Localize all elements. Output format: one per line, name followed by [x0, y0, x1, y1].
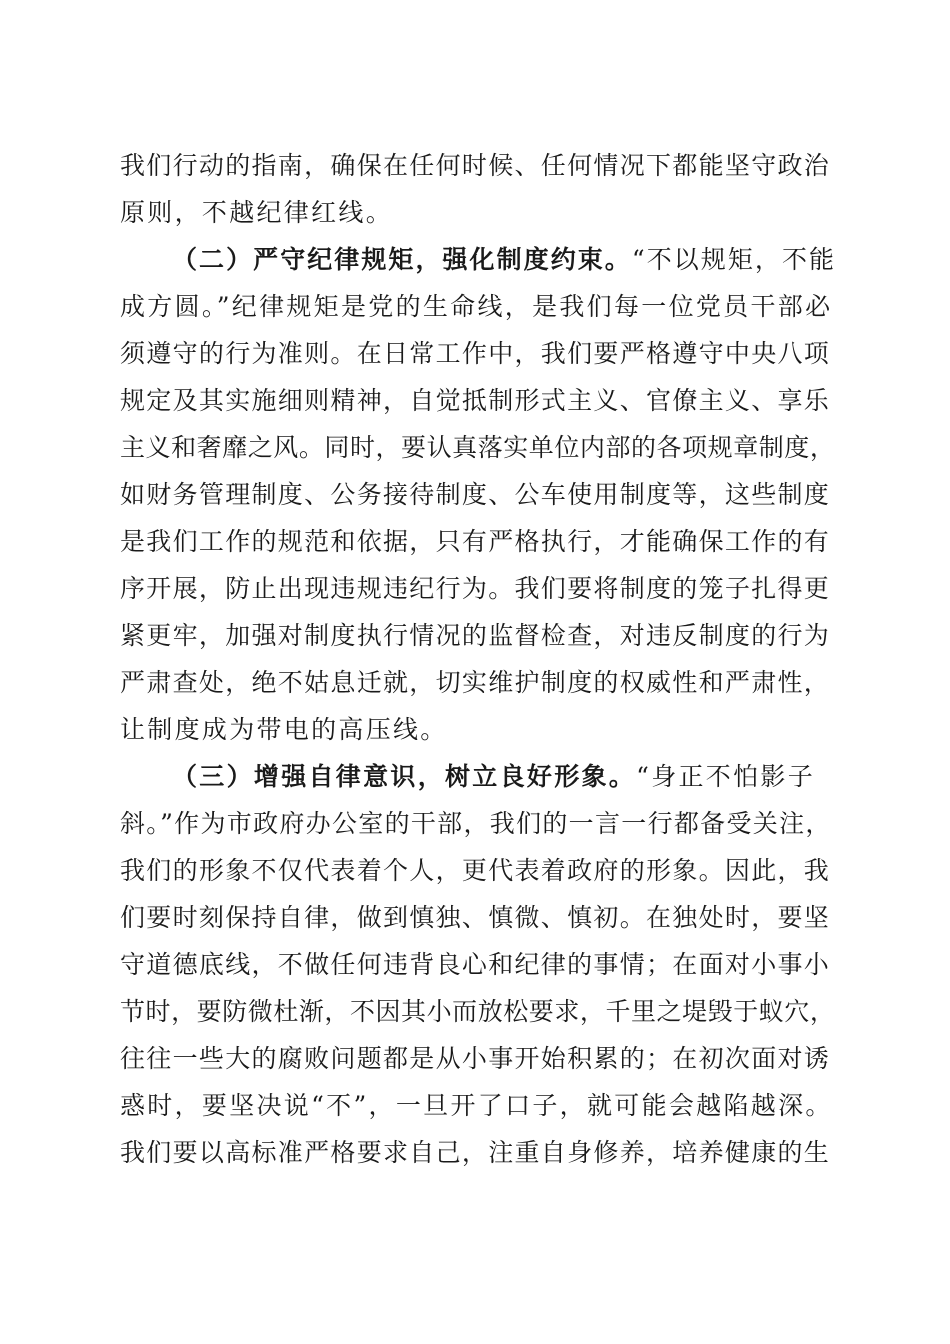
text-line: 原则，不越纪律红线。: [120, 198, 394, 227]
section-heading-line: [120, 753, 836, 800]
section-heading: （二）严守纪律规矩，强化制度约束。: [172, 245, 632, 274]
text-line: 严肃查处，绝不姑息迁就，切实维护制度的权威性和严肃性，: [120, 668, 831, 697]
text-line: 惑时，要坚决说“不”，一旦开了口子，就可能会越陷越深。: [120, 1091, 833, 1120]
text-line: 往往一些大的腐败问题都是从小事开始积累的；在初次面对诱: [120, 1044, 831, 1073]
text-run: “身正不怕影子: [636, 762, 815, 791]
section-heading: （三）增强自律意识，树立良好形象。: [172, 762, 637, 791]
text-line: 紧更牢，加强对制度执行情况的监督检查，对违反制度的行为: [120, 621, 831, 650]
text-line: 成方圆。”纪律规矩是党的生命线，是我们每一位党员干部必: [120, 292, 833, 321]
text-line: 如财务管理制度、公务接待制度、公车使用制度等，这些制度: [120, 480, 831, 509]
section-heading-line: [120, 236, 836, 283]
text-line: 们要时刻保持自律，做到慎独、慎微、慎初。在独处时，要坚: [120, 903, 831, 932]
text-line: 守道德底线，不做任何违背良心和纪律的事情；在面对小事小: [120, 950, 831, 979]
text-line: 是我们工作的规范和依据，只有严格执行，才能确保工作的有: [120, 527, 831, 556]
text-line: 须遵守的行为准则。在日常工作中，我们要严格遵守中央八项: [120, 339, 831, 368]
text-line: 让制度成为带电的高压线。: [120, 715, 448, 744]
text-line: 我们行动的指南，确保在任何时候、任何情况下都能坚守政治: [120, 151, 831, 180]
text-line: 规定及其实施细则精神，自觉抵制形式主义、官僚主义、享乐: [120, 386, 831, 415]
text-run: “不以规矩，不能: [631, 245, 837, 274]
text-line: 我们要以高标准严格要求自己，注重自身修养，培养健康的生: [120, 1138, 831, 1167]
text-line: 节时，要防微杜渐，不因其小而放松要求，千里之堤毁于蚁穴，: [120, 997, 836, 1026]
text-line: 主义和奢靡之风。同时，要认真落实单位内部的各项规章制度，: [120, 433, 836, 462]
text-line: 序开展，防止出现违规违纪行为。我们要将制度的笼子扎得更: [120, 574, 831, 603]
document-body: [120, 142, 836, 1176]
text-line: 斜。”作为市政府办公室的干部，我们的一言一行都备受关注，: [120, 809, 832, 838]
text-line: 我们的形象不仅代表着个人，更代表着政府的形象。因此，我: [120, 856, 831, 885]
